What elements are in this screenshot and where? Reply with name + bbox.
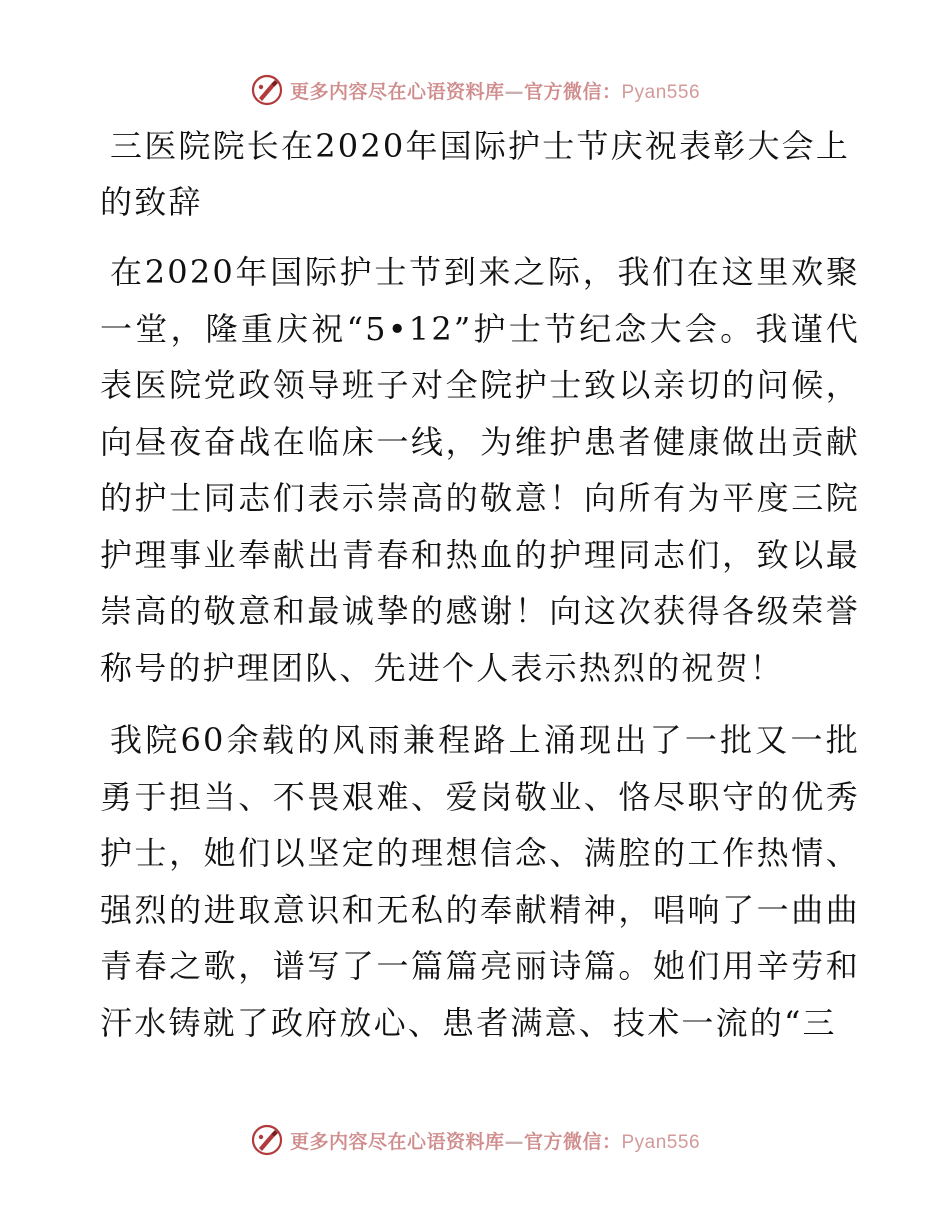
watermark-handle: Pyan556 — [621, 81, 701, 103]
watermark-text: 更多内容尽在心语资料库 — [289, 1130, 505, 1153]
watermark-separator: — — [504, 1130, 524, 1153]
paragraph-2: 我院60余载的风雨兼程路上涌现出了一批又一批勇于担当、不畏艰难、爱岗敬业、恪尽职守的优秀护士，她们以坚定的理想信念、满腔的工作热情、强烈的进取意识和无私的奉献精神，唱响了一曲曲青春之歌，谱写了一篇篇亮丽诗篇。她们用辛劳和汗水铸就了政府放心、患者满意、技术一流的“三 — [100, 721, 860, 1042]
watermark-label: 官方微信： — [523, 1130, 622, 1153]
watermark-label: 官方微信： — [523, 80, 622, 103]
footer-watermark — [0, 1120, 950, 1160]
watermark-handle: Pyan556 — [621, 1131, 701, 1153]
paragraph-1: 在2020年国际护士节到来之际，我们在这里欢聚一堂，隆重庆祝“5•12”护士节纪念大会。我谨代表医院党政领导班子对全院护士致以亲切的问候，向昼夜奋战在临床一线，为维护患者健康做出贡献的护士同志们表示崇高的敬意！向所有为平度三院护理事业奉献出青春和热血的护理同志们，致以最崇高的敬意和最诚挚的感谢！向这次获得各级荣誉称号的护理团队、先进个人表示热烈的祝贺！ — [100, 253, 860, 687]
document-body — [100, 118, 860, 1051]
watermark-separator: — — [504, 80, 524, 103]
pen-circle-icon — [250, 1123, 284, 1157]
document-title: 三医院院长在2020年国际护士节庆祝表彰大会上的致辞 — [100, 127, 851, 221]
pen-circle-icon — [250, 73, 284, 107]
header-watermark — [0, 70, 950, 110]
watermark-text: 更多内容尽在心语资料库 — [289, 80, 505, 103]
